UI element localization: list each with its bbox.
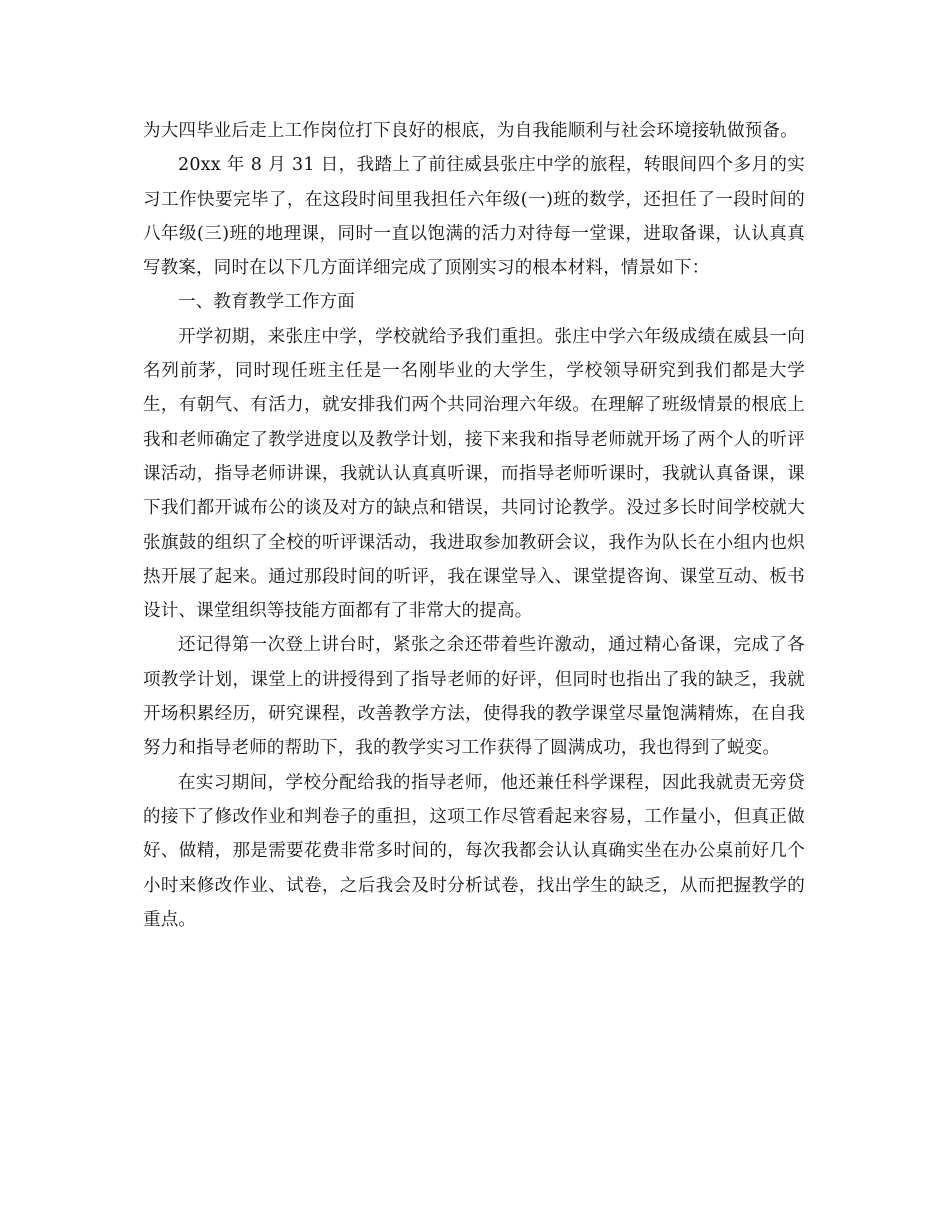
paragraph-1: 为大四毕业后走上工作岗位打下良好的根底，为自我能顺利与社会环境接轨做预备。	[143, 121, 798, 141]
paragraph-3: 开学初期，来张庄中学，学校就给予我们重担。张庄中学六年级成绩在威县一向名列前茅，同时现任班主任是一名刚毕业的大学生，学校领导研究到我们都是大学生，有朝气、有活力，就安排我们两个共同治理六年级。在理解了班级情景的根底上我和老师确定了教学进度以及教学计划，接下来我和指导老师就开场了两个人的听评课活动，指导老师讲课，我就认认真真听课，而指导老师听课时，我就认真备课，课下我们都开诚布公的谈及对方的缺点和错误，共同讨论教学。没过多长时间学校就大张旗鼓的组织了全校的听评课活动，我进取参加教研会议，我作为队长在小组内也炽热开展了起来。通过那段时间的听评，我在课堂导入、课堂提咨询、课堂互动、板书设计、课堂组织等技能方面都有了非常大的提高。	[143, 326, 805, 622]
document-body	[143, 114, 805, 937]
paragraph-4: 还记得第一次登上讲台时，紧张之余还带着些许激动，通过精心备课，完成了各项教学计划，课堂上的讲授得到了指导老师的好评，但同时也指出了我的缺乏，我就开场积累经历，研究课程，改善教学方法，使得我的教学课堂尽量饱满精炼，在自我努力和指导老师的帮助下，我的教学实习工作获得了圆满成功，我也得到了蜕变。	[143, 635, 805, 759]
paragraph-2: 20xx 年 8 月 31 日，我踏上了前往威县张庄中学的旅程，转眼间四个多月的实习工作快要完毕了，在这段时间里我担任六年级(一)班的数学，还担任了一段时间的八年级(三)班的地理课，同时一直以饱满的活力对待每一堂课，进取备课，认认真真写教案，同时在以下几方面详细完成了顶刚实习的根本材料，情景如下：	[143, 155, 805, 279]
paragraph-5: 在实习期间，学校分配给我的指导老师，他还兼任科学课程，因此我就责无旁贷的接下了修改作业和判卷子的重担，这项工作尽管看起来容易，工作量小，但真正做好、做精，那是需要花费非常多时间的，每次我都会认认真确实坐在办公桌前好几个小时来修改作业、试卷，之后我会及时分析试卷，找出学生的缺乏，从而把握教学的重点。	[143, 772, 805, 930]
section-heading-teaching: 一、教育教学工作方面	[178, 292, 355, 313]
